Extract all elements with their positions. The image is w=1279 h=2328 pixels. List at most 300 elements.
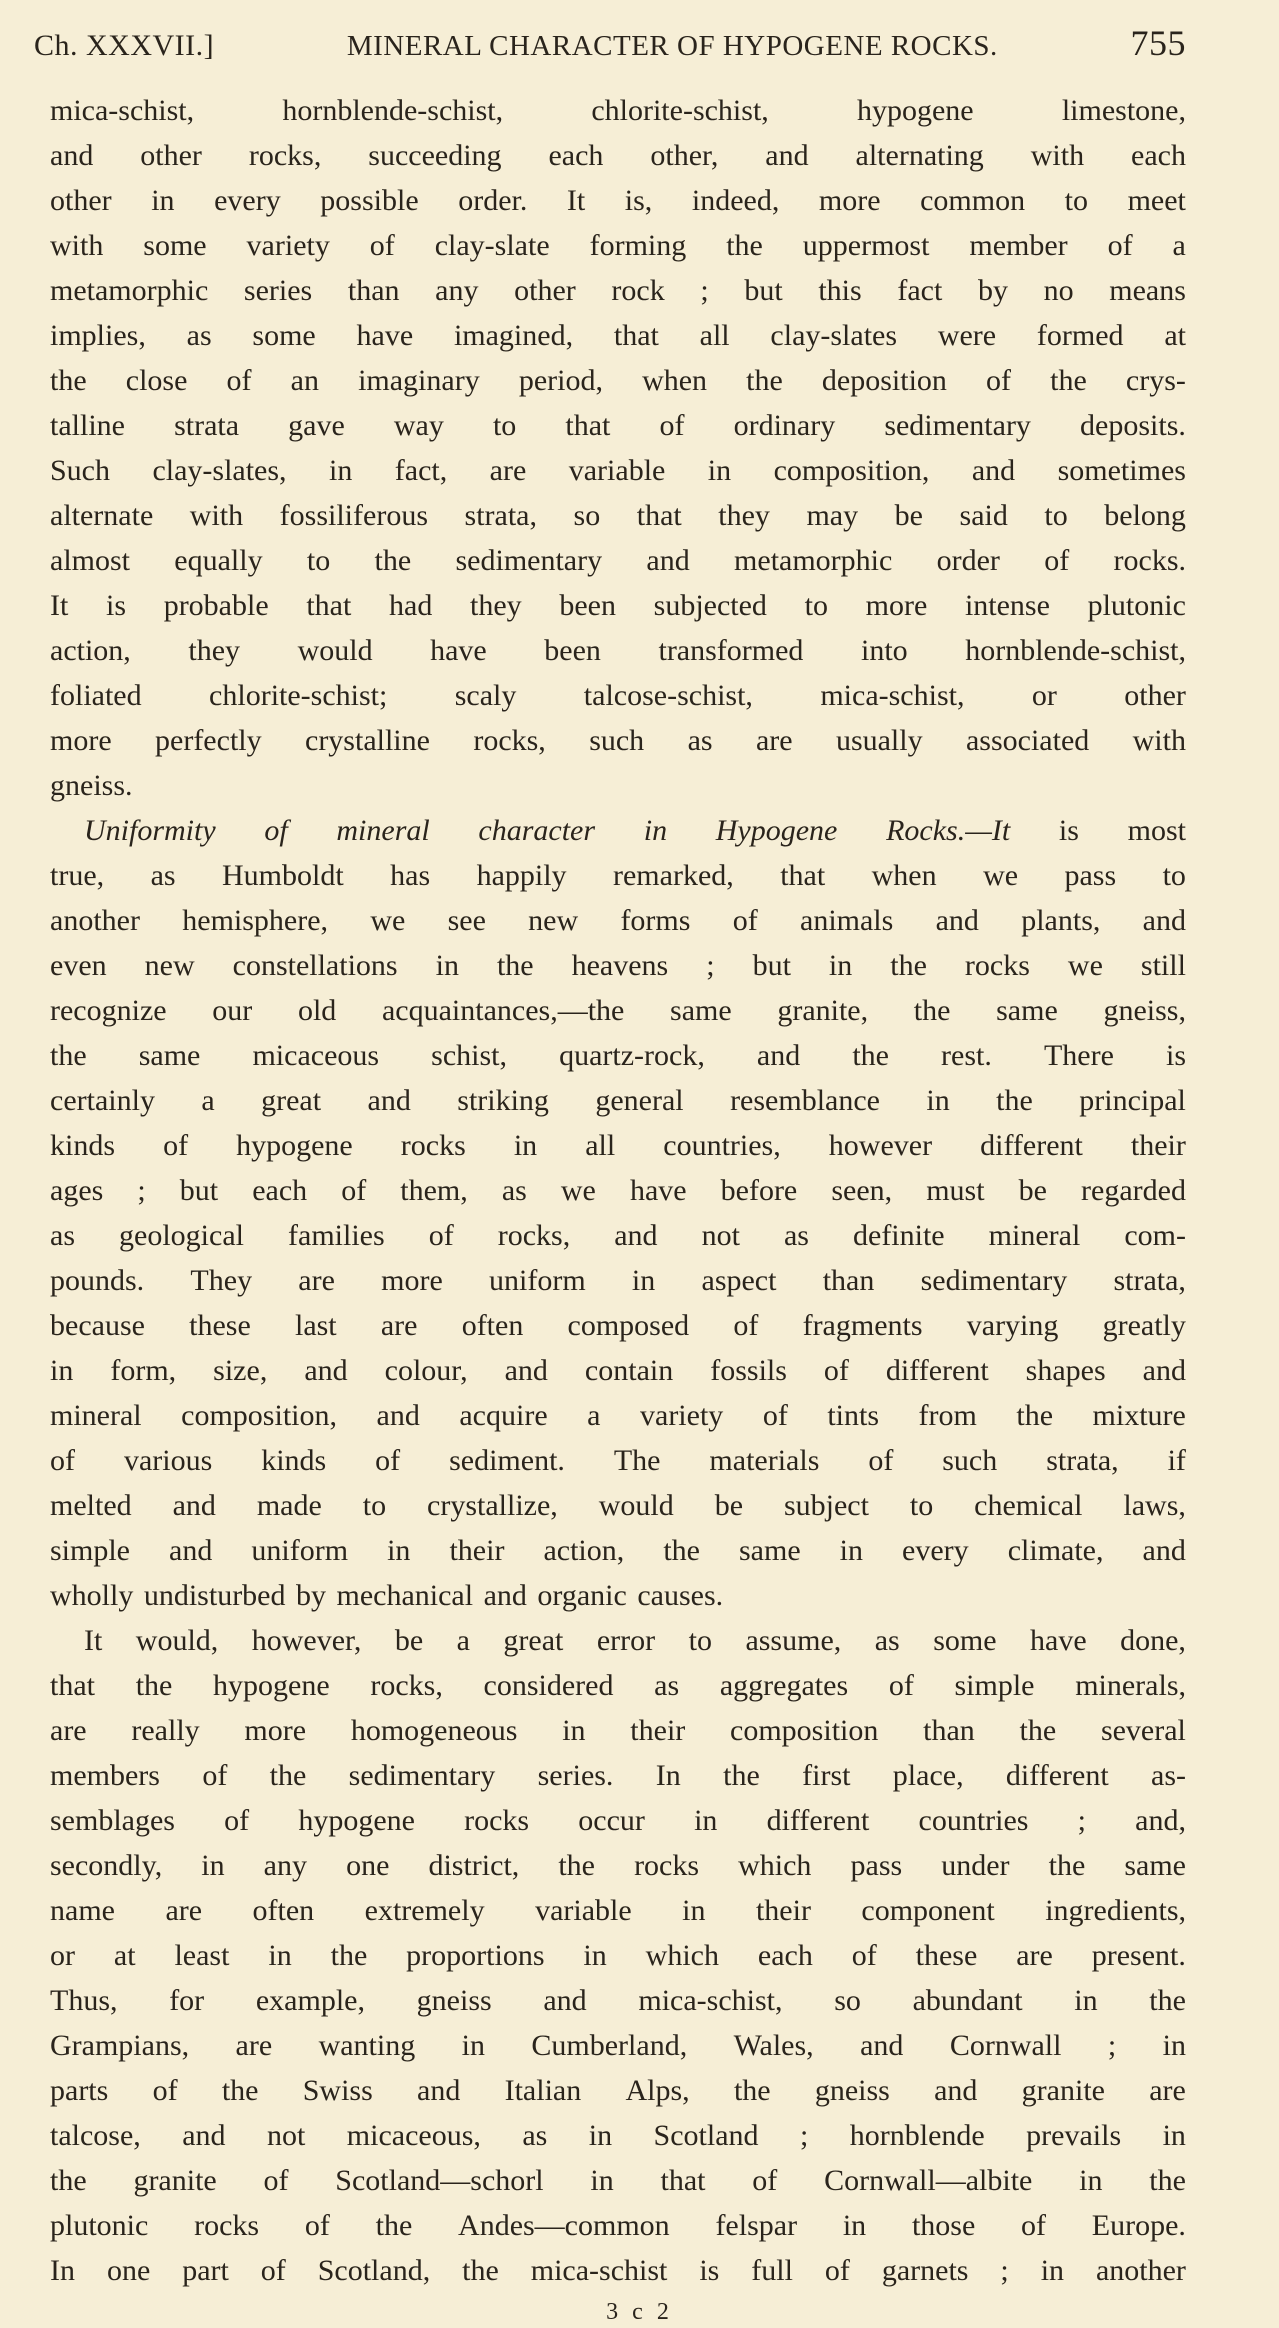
text-line bbox=[50, 808, 1186, 853]
word: their bbox=[449, 1534, 505, 1567]
word: almost bbox=[50, 544, 130, 577]
word: rock bbox=[611, 274, 665, 307]
word: full bbox=[751, 2254, 793, 2287]
word: Such bbox=[50, 454, 110, 487]
word: some bbox=[252, 319, 316, 352]
chapter-label: Ch. XXXVII.] bbox=[34, 29, 215, 62]
word: various bbox=[123, 1444, 213, 1477]
word: metamorphic bbox=[50, 274, 209, 307]
word: occur bbox=[578, 1804, 645, 1837]
word: mica-schist, bbox=[638, 1984, 783, 2017]
word: metamorphic bbox=[734, 544, 893, 577]
word: is bbox=[1165, 1039, 1186, 1072]
word: considered bbox=[483, 1669, 614, 1702]
word: aspect bbox=[701, 1264, 777, 1297]
word: They bbox=[190, 1264, 253, 1297]
word: of bbox=[752, 2164, 778, 2197]
word: of bbox=[732, 904, 758, 937]
text-line bbox=[50, 853, 1186, 898]
word: imaginary bbox=[358, 364, 480, 397]
word: of bbox=[263, 2164, 289, 2197]
word: hornblende-schist, bbox=[282, 94, 504, 127]
text-line bbox=[50, 583, 1186, 628]
word: however bbox=[828, 1129, 933, 1162]
word: of bbox=[1044, 544, 1070, 577]
word: order bbox=[936, 544, 1000, 577]
word: the bbox=[733, 2074, 771, 2107]
word: quartz-rock, bbox=[559, 1039, 705, 1072]
text-line bbox=[50, 1888, 1186, 1933]
word: hypogene bbox=[856, 94, 974, 127]
word: fragments bbox=[802, 1309, 923, 1342]
word: in bbox=[201, 1849, 225, 1882]
word: of bbox=[304, 2209, 330, 2242]
word: rocks, bbox=[473, 724, 546, 757]
word: more bbox=[244, 1714, 307, 1747]
word: of bbox=[823, 1354, 849, 1387]
word: most bbox=[1127, 814, 1186, 847]
word: pass bbox=[850, 1849, 903, 1882]
word: are bbox=[298, 1264, 335, 1297]
text-line bbox=[50, 1393, 1186, 1438]
word: member bbox=[969, 229, 1068, 262]
word: least bbox=[174, 1939, 230, 1972]
word: we bbox=[983, 859, 1019, 892]
word: strata bbox=[174, 409, 240, 442]
word: and bbox=[765, 139, 809, 172]
word: at bbox=[113, 1939, 136, 1972]
word: series bbox=[243, 274, 313, 307]
word: than bbox=[923, 1714, 975, 1747]
word: ; bbox=[137, 1174, 146, 1207]
word: that bbox=[780, 859, 826, 892]
word: even bbox=[50, 949, 107, 982]
word: tints bbox=[827, 1399, 880, 1432]
word: the bbox=[221, 2074, 259, 2107]
word: and, bbox=[1135, 1804, 1186, 1837]
word: limestone, bbox=[1061, 94, 1186, 127]
word: but bbox=[752, 949, 791, 982]
word: in bbox=[1074, 1984, 1098, 2017]
word: formed bbox=[1036, 319, 1124, 352]
word: fact, bbox=[394, 454, 448, 487]
word: regarded bbox=[1081, 1174, 1186, 1207]
word: the bbox=[374, 544, 412, 577]
word: hornblende bbox=[849, 2119, 985, 2152]
word: rest. bbox=[941, 1039, 992, 1072]
word: Scotland bbox=[653, 2119, 759, 2152]
word: are bbox=[489, 454, 527, 487]
word: with bbox=[189, 499, 244, 532]
word: mica-schist, bbox=[50, 94, 195, 127]
word: contain bbox=[584, 1354, 674, 1387]
word: sometimes bbox=[1057, 454, 1186, 487]
text-line bbox=[50, 718, 1186, 763]
word: in bbox=[1162, 2119, 1186, 2152]
text-line bbox=[50, 538, 1186, 583]
word: other bbox=[514, 274, 576, 307]
word: close bbox=[125, 364, 188, 397]
word: the bbox=[462, 2254, 499, 2287]
text-line bbox=[50, 673, 1186, 718]
word: the bbox=[269, 1759, 307, 1792]
word: meet bbox=[1127, 184, 1186, 217]
word: the bbox=[1019, 1714, 1057, 1747]
word: acquire bbox=[459, 1399, 548, 1432]
word: Cornwall bbox=[949, 2029, 1062, 2062]
word: extremely bbox=[364, 1894, 485, 1927]
word: families bbox=[288, 1219, 385, 1252]
text-line bbox=[50, 1303, 1186, 1348]
word: a bbox=[587, 1399, 601, 1432]
word: fossils bbox=[710, 1354, 787, 1387]
word: sedimentary bbox=[455, 544, 603, 577]
word: may bbox=[806, 499, 859, 532]
text-line bbox=[50, 2203, 1186, 2248]
word: Scotland, bbox=[317, 2254, 431, 2287]
word: when bbox=[871, 859, 937, 892]
word: have bbox=[629, 1174, 687, 1207]
word: resemblance bbox=[730, 1084, 880, 1117]
word: to bbox=[688, 1624, 712, 1657]
word: variable bbox=[568, 454, 666, 487]
word: wholly bbox=[50, 1579, 134, 1612]
word: as bbox=[186, 319, 212, 352]
word: size, bbox=[213, 1354, 268, 1387]
word: ingredients, bbox=[1045, 1894, 1186, 1927]
word: as bbox=[501, 1174, 527, 1207]
word: in bbox=[151, 184, 175, 217]
word: in bbox=[588, 2119, 613, 2152]
word: would bbox=[297, 634, 373, 667]
word: other bbox=[140, 139, 202, 172]
word: deposition bbox=[821, 364, 947, 397]
word: subjected bbox=[653, 589, 767, 622]
word: sedimentary bbox=[348, 1759, 496, 1792]
word: often bbox=[461, 1309, 524, 1342]
word: they bbox=[470, 589, 522, 622]
word: in bbox=[1079, 2164, 1103, 2197]
word: that bbox=[565, 409, 611, 442]
word: action, bbox=[50, 634, 131, 667]
word: order. bbox=[458, 184, 528, 217]
word: often bbox=[252, 1894, 315, 1927]
word: hemisphere, bbox=[182, 904, 329, 937]
text-line bbox=[50, 2158, 1186, 2203]
text-line bbox=[50, 628, 1186, 673]
word: with bbox=[1030, 139, 1085, 172]
text-line bbox=[50, 1258, 1186, 1303]
word: in bbox=[839, 1534, 864, 1567]
word: that bbox=[613, 319, 659, 352]
text-line bbox=[50, 268, 1186, 313]
word: but bbox=[744, 274, 783, 307]
word: Italian bbox=[504, 2074, 582, 2107]
word: plutonic bbox=[1087, 589, 1186, 622]
word: and bbox=[169, 1534, 213, 1567]
word: simple bbox=[954, 1669, 1035, 1702]
word: equally bbox=[174, 544, 263, 577]
text-line bbox=[50, 88, 1186, 133]
word: the bbox=[1149, 2164, 1186, 2197]
word: of bbox=[163, 1129, 189, 1162]
word: probable bbox=[163, 589, 269, 622]
word: and bbox=[935, 904, 979, 937]
word: are bbox=[380, 1309, 418, 1342]
word: in bbox=[828, 949, 853, 982]
word: hypogene bbox=[236, 1129, 353, 1162]
word: series. bbox=[537, 1759, 614, 1792]
word: same bbox=[138, 1039, 201, 1072]
word: possible bbox=[320, 184, 419, 217]
word: talcose, bbox=[50, 2119, 141, 2152]
word: uniform bbox=[489, 1264, 586, 1297]
word: be bbox=[394, 1624, 424, 1657]
word: crys- bbox=[1125, 364, 1186, 397]
word: perfectly bbox=[155, 724, 262, 757]
word: has bbox=[390, 859, 431, 892]
word: mechanical bbox=[336, 1579, 474, 1612]
text-line bbox=[50, 2248, 1186, 2293]
word: members bbox=[50, 1759, 160, 1792]
word: of bbox=[375, 1444, 401, 1477]
text-line bbox=[50, 1753, 1186, 1798]
text-line bbox=[50, 133, 1186, 178]
word: other, bbox=[650, 139, 719, 172]
word: such bbox=[942, 1444, 998, 1477]
word: done, bbox=[1120, 1624, 1186, 1657]
word: their bbox=[1130, 1129, 1186, 1162]
word: Europe. bbox=[1091, 2209, 1186, 2242]
word: and bbox=[376, 1399, 420, 1432]
text-line bbox=[50, 1708, 1186, 1753]
word: variety bbox=[246, 229, 330, 262]
word: by bbox=[296, 1579, 326, 1612]
word: alternating bbox=[855, 139, 984, 172]
word: their bbox=[630, 1714, 686, 1747]
word: are bbox=[1149, 2074, 1186, 2107]
word: uppermost bbox=[802, 229, 930, 262]
word: rocks, bbox=[370, 1669, 443, 1702]
word: of bbox=[986, 364, 1012, 397]
word: ; bbox=[1077, 1804, 1086, 1837]
word: they bbox=[188, 634, 241, 667]
word: true, bbox=[50, 859, 105, 892]
word: more bbox=[381, 1264, 443, 1297]
text-line bbox=[50, 1843, 1186, 1888]
word: a bbox=[1172, 229, 1186, 262]
word: our bbox=[212, 994, 253, 1027]
text-line bbox=[50, 1123, 1186, 1168]
word: Grampians, bbox=[50, 2029, 190, 2062]
word: mineral bbox=[988, 1219, 1081, 1252]
running-title: MINERAL CHARACTER OF HYPOGENE ROCKS. bbox=[346, 30, 998, 62]
word: It bbox=[84, 1624, 103, 1657]
word: action, bbox=[543, 1534, 625, 1567]
italic-word: mineral bbox=[336, 814, 430, 847]
word: composed bbox=[567, 1309, 690, 1342]
text-line bbox=[50, 1618, 1186, 1663]
text-line bbox=[50, 448, 1186, 493]
text-line bbox=[50, 1978, 1186, 2023]
word: rocks, bbox=[248, 139, 322, 172]
word: in bbox=[707, 454, 732, 487]
word: laws, bbox=[1123, 1489, 1186, 1522]
word: with bbox=[1132, 724, 1186, 757]
word: indeed, bbox=[691, 184, 780, 217]
word: sedimentary bbox=[884, 409, 1031, 442]
word: one bbox=[346, 1849, 390, 1882]
word: or bbox=[50, 1939, 75, 1972]
word: great bbox=[261, 1084, 322, 1117]
word: other bbox=[50, 184, 112, 217]
word: climate, bbox=[1007, 1534, 1104, 1567]
word: that bbox=[636, 499, 682, 532]
word: more bbox=[865, 589, 928, 622]
word: under bbox=[941, 1849, 1010, 1882]
italic-word: character bbox=[478, 814, 596, 847]
word: last bbox=[294, 1309, 337, 1342]
word: general bbox=[595, 1084, 684, 1117]
word: forms bbox=[620, 904, 691, 937]
word: in bbox=[562, 1714, 586, 1747]
word: rocks bbox=[964, 949, 1030, 982]
word: see bbox=[447, 904, 486, 937]
word: different bbox=[980, 1129, 1083, 1162]
word: and bbox=[543, 1984, 587, 2017]
italic-word: of bbox=[264, 814, 288, 847]
word: however, bbox=[251, 1624, 362, 1657]
word: the bbox=[1149, 1984, 1186, 2017]
word: micaceous, bbox=[346, 2119, 481, 2152]
word: and bbox=[417, 2074, 461, 2107]
word: and bbox=[172, 1489, 216, 1522]
word: strata, bbox=[464, 499, 537, 532]
word: mineral bbox=[50, 1399, 142, 1432]
word: undisturbed bbox=[143, 1579, 286, 1612]
word: were bbox=[937, 319, 997, 352]
word: strata, bbox=[1113, 1264, 1186, 1297]
text-line bbox=[50, 2113, 1186, 2158]
word: composition, bbox=[773, 454, 930, 487]
word: of bbox=[428, 1219, 454, 1252]
word: the bbox=[50, 364, 87, 397]
word: plutonic bbox=[50, 2209, 149, 2242]
word: clay-slates, bbox=[152, 454, 287, 487]
word: and bbox=[614, 1219, 658, 1252]
word: kinds bbox=[261, 1444, 327, 1477]
word: be bbox=[714, 1489, 744, 1522]
word: have bbox=[1030, 1624, 1087, 1657]
word: we bbox=[1067, 949, 1103, 982]
word: granite bbox=[133, 2164, 217, 2197]
word: heavens bbox=[571, 949, 669, 982]
word: mixture bbox=[1092, 1399, 1186, 1432]
word: gneiss bbox=[814, 2074, 890, 2107]
word: of bbox=[224, 1804, 250, 1837]
italic-word: in bbox=[643, 814, 668, 847]
word: common bbox=[920, 184, 1026, 217]
word: each bbox=[1131, 139, 1186, 172]
word: gneiss bbox=[416, 1984, 492, 2017]
word: of bbox=[851, 1939, 877, 1972]
word: by bbox=[977, 274, 1008, 307]
word: melted bbox=[50, 1489, 132, 1522]
word: those bbox=[911, 2209, 976, 2242]
word: variety bbox=[640, 1399, 724, 1432]
word: There bbox=[1043, 1039, 1114, 1072]
word: different bbox=[885, 1354, 989, 1387]
word: the bbox=[1048, 1849, 1086, 1882]
word: countries bbox=[918, 1804, 1029, 1837]
word: to bbox=[362, 1489, 387, 1522]
word: said bbox=[959, 499, 1008, 532]
word: abundant bbox=[912, 1984, 1023, 2017]
word: each bbox=[252, 1174, 308, 1207]
text-line bbox=[50, 178, 1186, 223]
word: shapes bbox=[1025, 1354, 1106, 1387]
word: would, bbox=[135, 1624, 219, 1657]
text-line bbox=[50, 1933, 1186, 1978]
word: in bbox=[583, 1939, 607, 1972]
word: deposits. bbox=[1080, 409, 1186, 442]
word: from bbox=[918, 1399, 977, 1432]
word: recognize bbox=[50, 994, 167, 1027]
signature-mark: 3 c 2 bbox=[606, 2299, 673, 2325]
word: In bbox=[655, 1759, 681, 1792]
word: a bbox=[456, 1624, 470, 1657]
word: as bbox=[50, 1219, 75, 1252]
word: of bbox=[369, 229, 395, 262]
word: form, bbox=[110, 1354, 177, 1387]
word: more bbox=[818, 184, 881, 217]
word: in bbox=[842, 2209, 867, 2242]
word: ; bbox=[799, 2119, 809, 2152]
word: crystallize, bbox=[427, 1489, 558, 1522]
word: error bbox=[596, 1624, 656, 1657]
text-line bbox=[50, 1663, 1186, 1708]
text-line bbox=[50, 943, 1186, 988]
word: name bbox=[50, 1894, 115, 1927]
word: and bbox=[50, 139, 94, 172]
word: usually bbox=[835, 724, 923, 757]
word: in bbox=[435, 949, 459, 982]
word: new bbox=[528, 904, 579, 937]
word: are bbox=[755, 724, 793, 757]
word: geological bbox=[119, 1219, 244, 1252]
word: semblages bbox=[50, 1804, 175, 1837]
word: talcose-schist, bbox=[583, 679, 753, 712]
word: micaceous bbox=[252, 1039, 380, 1072]
word: would bbox=[598, 1489, 674, 1522]
word: rocks bbox=[400, 1129, 466, 1162]
word: the bbox=[1050, 364, 1087, 397]
word: the bbox=[558, 1849, 595, 1882]
word: parts bbox=[50, 2074, 109, 2107]
word: had bbox=[389, 589, 433, 622]
word: as bbox=[150, 859, 176, 892]
word: Cornwall—albite bbox=[824, 2164, 1033, 2197]
word: Swiss bbox=[302, 2074, 373, 2107]
word: great bbox=[503, 1624, 564, 1657]
word: and bbox=[1142, 1354, 1186, 1387]
word: not bbox=[267, 2119, 306, 2152]
word: the bbox=[496, 949, 534, 982]
word: more bbox=[50, 724, 112, 757]
text-line bbox=[50, 1168, 1186, 1213]
text-line bbox=[50, 1438, 1186, 1483]
word: felspar bbox=[715, 2209, 798, 2242]
